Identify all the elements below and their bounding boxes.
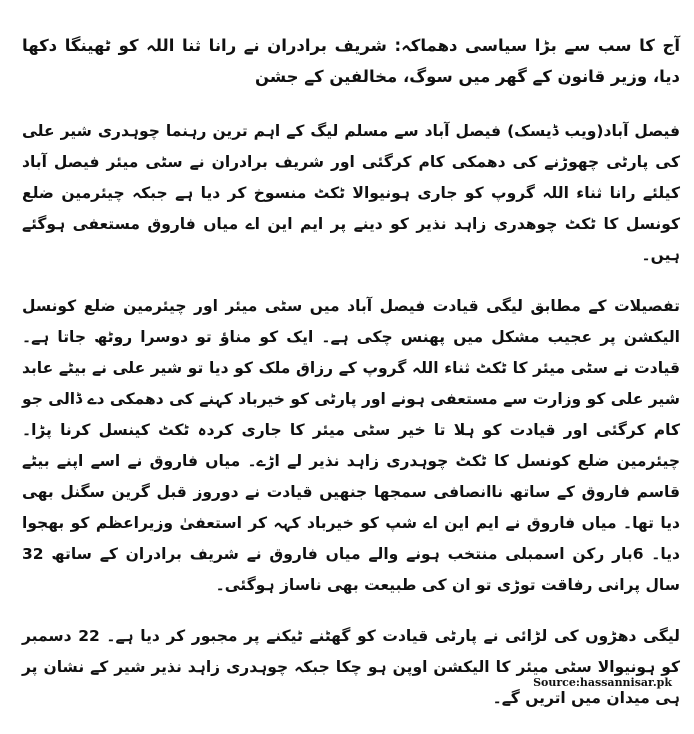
article-paragraph-3: لیگی دھڑوں کی لڑائی نے پارٹی قیادت کو گھٹنے ٹیکنے پر مجبور کر دیا ہے۔ 22 دسمبر کو ہونیوالا سٹی میئر کا الیکشن اوپن ہو چکا جبکہ چوہدری زاہد نذیر شیر کے نشان پر ہی میدان میں اتریں گے۔ — [22, 627, 680, 707]
source-credit: Source:hassannisar.pk — [533, 676, 672, 689]
article-paragraph-2: تفصیلات کے مطابق لیگی قیادت فیصل آباد میں سٹی میئر اور چیئرمین ضلع کونسل الیکشن پر عجیب مشکل میں پھنس چکی ہے۔ ایک کو مناؤ تو دوسرا روٹھ جاتا ہے۔ قیادت نے سٹی میئر کا ٹکٹ ثناء اللہ گروپ کے رزاق ملک کو دیا تو شیر علی نے بیٹے عابد شیر علی کو وزارت سے مستعفی ہونے اور پارٹی کو خیرباد کہنے کی دھمکی دے ڈالی جو کام کرگئی اور قیادت کو ہلا تا خیر سٹی میئر کا جاری کردہ ٹکٹ کینسل کرنا پڑا۔ چیئرمین ضلع کونسل کا ٹکٹ چوہدری زاہد نذیر لے اڑے۔ میاں فاروق نے اسے اپنے بیٹے قاسم فاروق کے ساتھ ناانصافی سمجھا جنھیں قیادت نے دوروز قبل گرین سگنل بھی دیا تھا۔ میاں فاروق نے ایم این اے شپ کو خیرباد کہہ کر استعفیٰ وزیراعظم کو بھجوا دیا۔ 6بار رکن اسمبلی منتخب ہونے والے میاں فاروق نے شریف برادران کے ساتھ 32 سال پرانی رفاقت توڑی تو ان کی طبیعت بھی ناساز ہوگئی۔ — [22, 297, 680, 594]
article-paragraph-1: فیصل آباد(ویب ڈیسک) فیصل آباد سے مسلم لیگ کے اہم ترین رہنما چوہدری شیر علی کی پارٹی چھوڑنے کی دھمکی کام کرگئی اور شریف برادران نے سٹی میئر فیصل آباد کیلئے رانا ثناء اللہ گروپ کو جاری ہونیوالا ٹکٹ منسوخ کر دیا ہے جبکہ چیئرمین ضلع کونسل کا ٹکٹ چوھدری زاہد نذیر کو دینے پر ایم این اے میاں فاروق مستعفی ہوگئے ہیں۔ — [22, 122, 680, 264]
article-body — [22, 30, 680, 734]
article-headline: آج کا سب سے بڑا سیاسی دھماکہ: شریف برادران نے رانا ثنا اللہ کو ٹھینگا دکھا دیا، وزیر قانون کے گھر میں سوگ، مخالفین کے جشن — [22, 36, 680, 86]
